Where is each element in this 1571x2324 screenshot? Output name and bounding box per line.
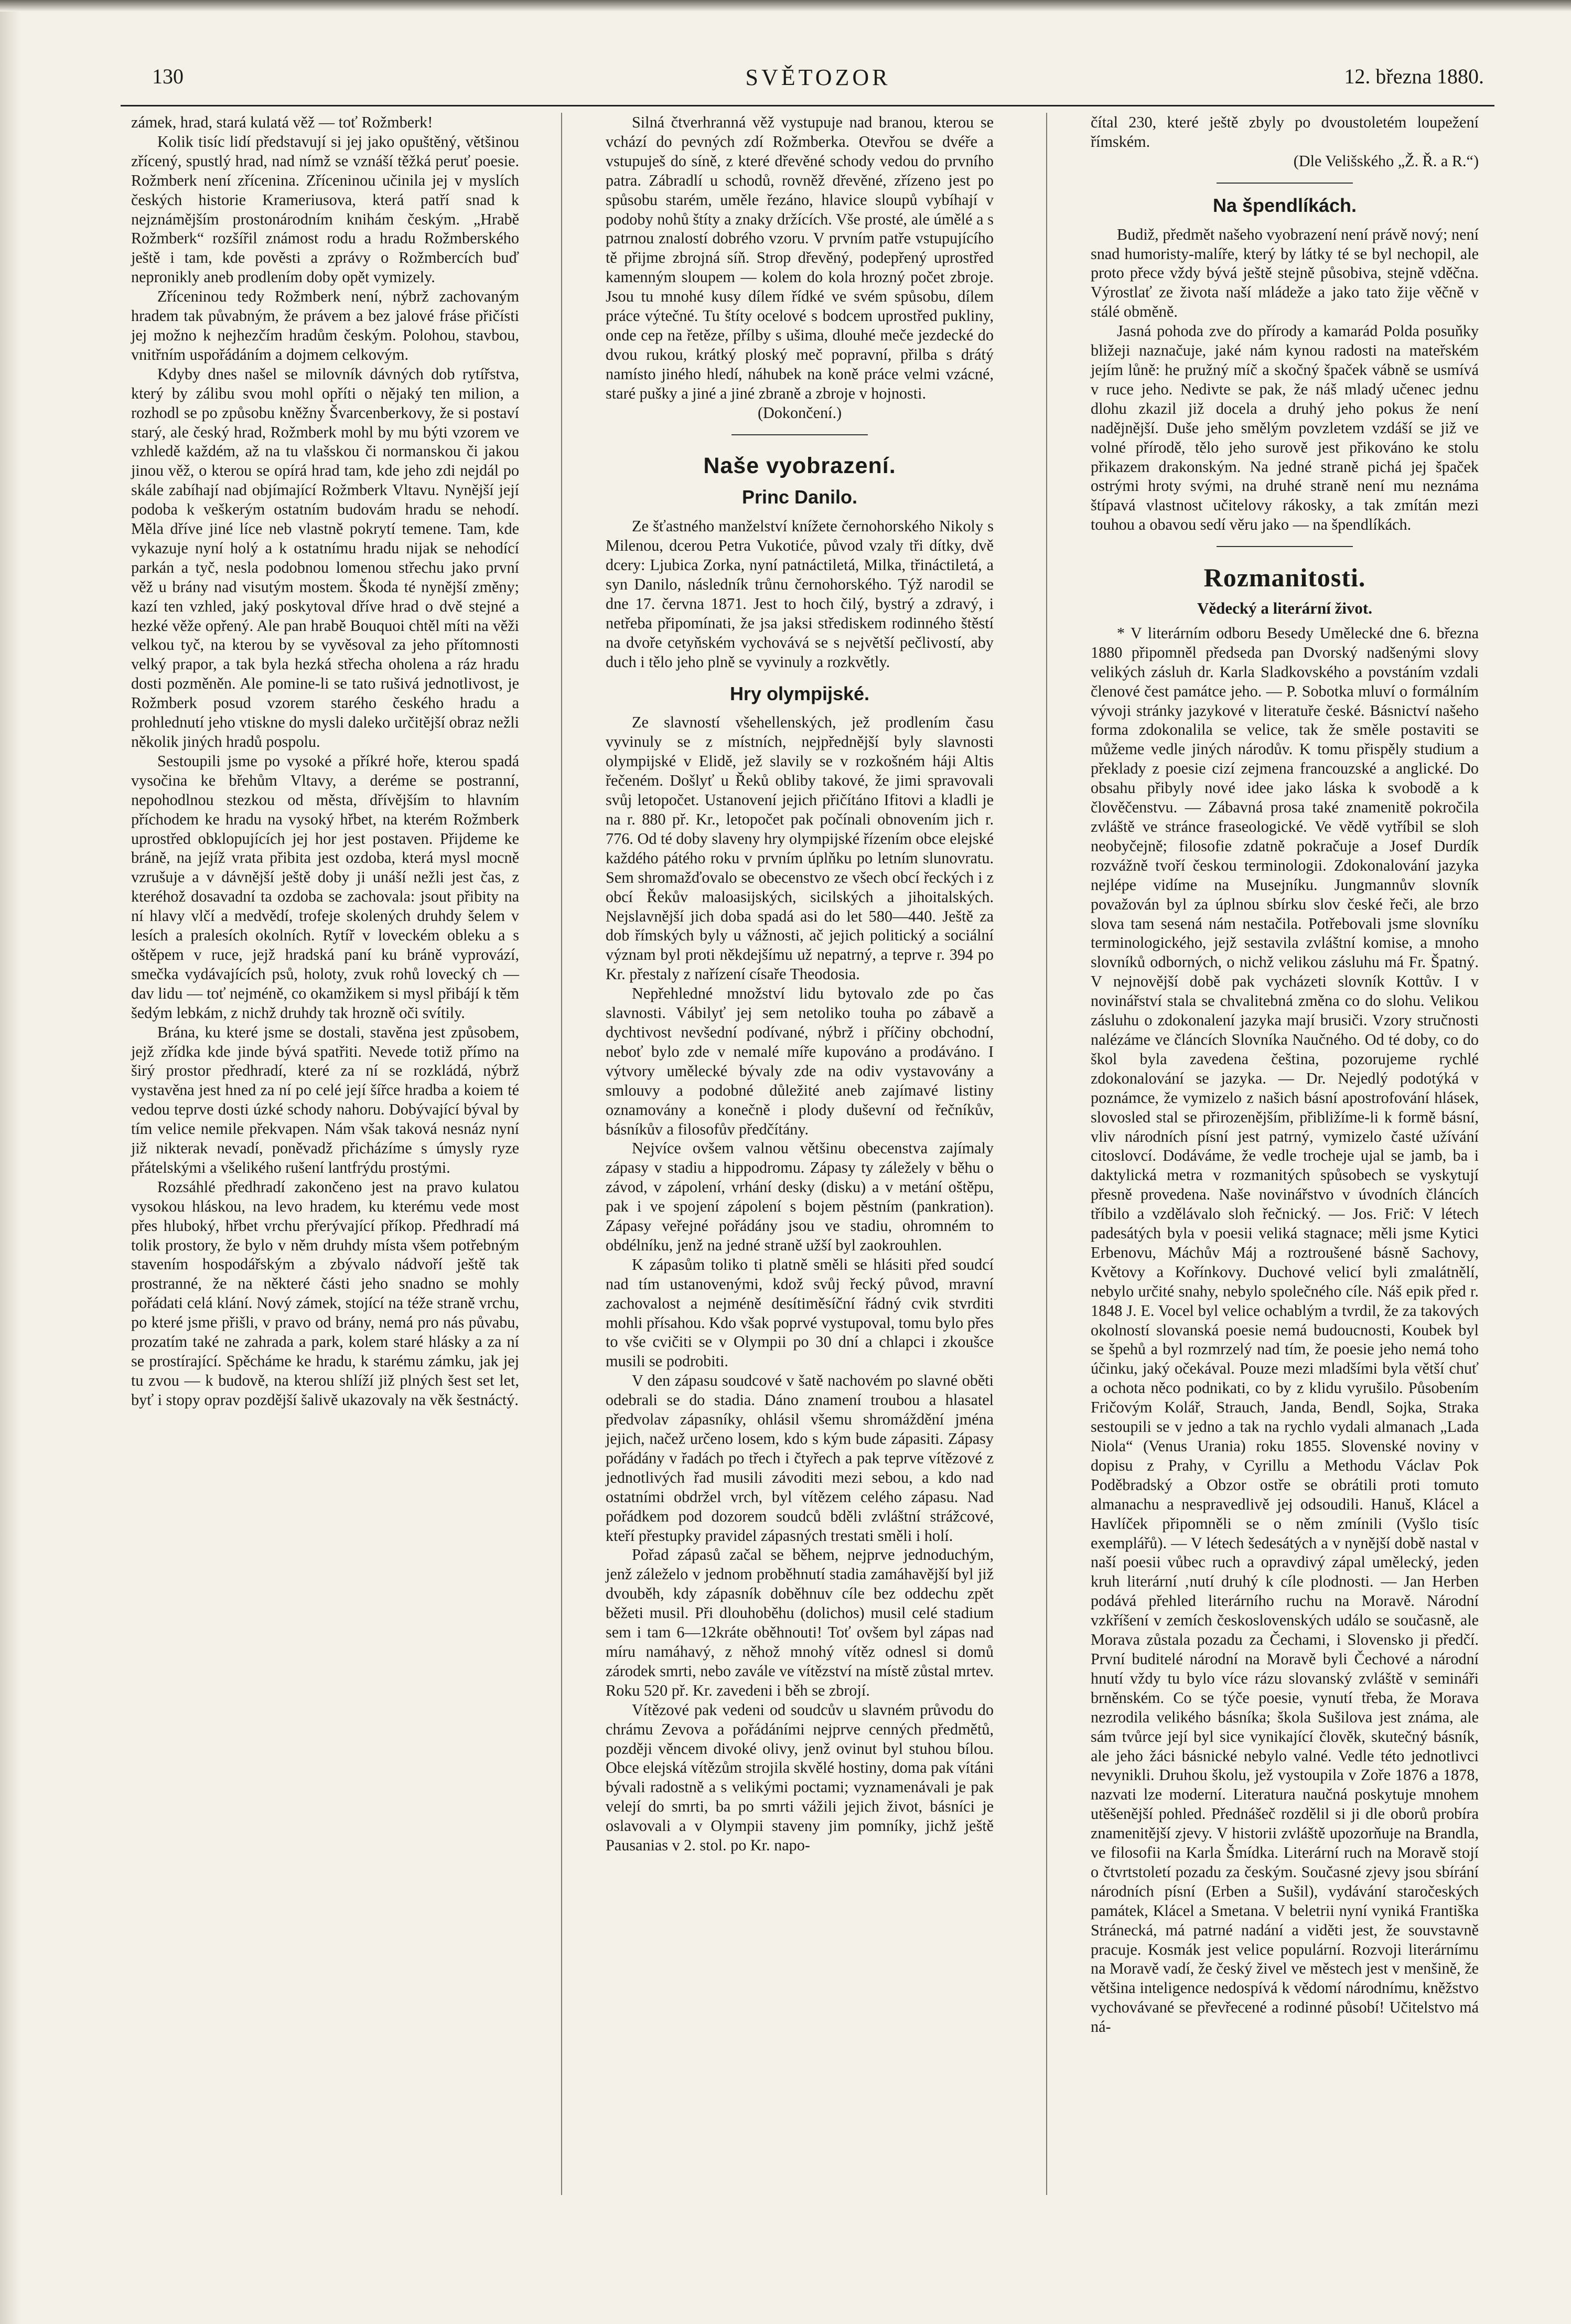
- paragraph: V den zápasu soudcové v šatě nachovém po slavné oběti odebrali se do stadia. Dáno znamení troubou a hlasatel předvolav zápasníky, ohlásil všemu shromáždění jména jejich, načež určeno losem, kdo s kým bude zápasiti. Zápasy pořádány v řadách po třech i čtyřech a pak teprve vítězové z jednotlivých řad musili závoditi mezi sebou, a kdo nad ostatními obdržel vrch, byl vítězem celého zápasu. Nad pořádkem pod dozorem soudců bděli zvláštní strážcové, kteří přestupky pravidel zápasných trestati směli i holí.: [606, 1372, 994, 1545]
- header-rule: [121, 105, 1494, 106]
- column-divider-2: [1046, 113, 1047, 2195]
- paragraph: Brána, ku které jsme se dostali, stavěna jest způsobem, jejž zřídka kde jinde bývá spatřiti. Nevede totiž přímo na širý prostor předhradí, které za ní se rozkládá, nýbrž vystavěna jest hned za ní po celé její šířce hradba a koiem té vedou teprve dosti úzké schody nahoru. Dobývající býval by tím velice nemile překvapen. Nám však taková nesnáz nyní již nikterak nevadí, poněvadž přicházíme s úmysly ryze přátelskými a všelikého rušení lantfrýdu prostými.: [131, 1023, 519, 1176]
- paragraph: * V literárním odboru Besedy Umělecké dne 6. března 1880 připomněl předseda pan Dvorský nadšenými slovy velikých zásluh dr. Karla Sladkovského a povstáním vzdali členové čest památce jeho. — P. Sobotka mluví o formálním vývoji stránky jazykové v literatuře české. Básnictví našeho forma zdokonalila se velice, tak že směle postaviti se můžeme vedle jiných národův. K tomu přispěly studium a překlady z poesie cizí zejmena francouzské a anglické. Do obsahu přibyly nové idee jako láska k svobodě a k člověčenstvu. — Zábavná prosa také znamenitě pokročila zvláště ve stránce fraseologické. Ve vědě vytříbil se sloh neobyčejně; filosofie zdatně pokračuje a Josef Durdík rozvážně tvoří českou terminologii. Zdokonalování jazyka nejlépe vidíme na Musejníku. Jungmannův slovník považován byl za úplnou sbírku slov české řeči, ale brzo slova tam sesená nám nestačila. Potřebovali jsme slovníku terminologického, jejž sestavila zvláštní komise, a mnoho slovníků odborných, o nichž velikou zásluhu má Fr. Špatný. V nejnovější době pak vycházeti slovník Kottův. I v novinářství stala se chvalitebná změna co do slohu. Velikou zásluhu o zdokonalení jazyka mají brusiči. Vzory stručnosti nalézáme ve článcích Slovníka Naučného. Od té doby, co do škol byla zavedena čeština, pozorujeme rychlé zdokonalování se jazyka. — Dr. Nejedlý podotýká v poznámce, že vymizelo z našich básní apostrofování hlásek, slovosled stal se přirozenějším, přibližíme-li k formě básní, vliv národních písní jest patrný, vymizelo časté užívání citoslovcí. Dodáváme, že vedle trocheje ujal se jamb, ba i daktylická metra v rozmanitých spůsobech se vyskytují přesně provedena. Naše novinářstvo v úvodních článcích tříbilo a vzdělávalo sloh řečnický. — Jos. Frič: V létech padesátých byla v poesii veliká stagnace; měli jsme Kytici Erbenovu, Máchův Máj a roztroušené básně Sachovy, Květovy a Kořínkovy. Duchové velicí byli zmalátnělí, nebylo určité snahy, nebylo společného cíle. Náš epik před r. 1848 J. E. Vocel byl velice ochablým a tvrdil, že za takových okolností slovanská poesie nemá budoucnosti, Koubek byl se špehů a byl rozmrzelý nad tím, že poesie jeho nemá toho účinku, jaký očekával. Pouze mezi mladšími byla větší chuť a ochota něco podnikati, co by z klidu vyrušilo. Působením Fričovým Kolář, Strauch, Janda, Bendl, Sojka, Straka sestoupili se v jedno a tak na rychlo vydali almanach „Lada Niola“ (Venus Urania) roku 1855. Slovenské noviny v dopisu z Prahy, v Cyrillu a Methodu Václav Pok Poděbradský a Obzor ostře se obrátili proti tomuto almanachu a nespravedlivě jej odsoudili. Hanuš, Klácel a Havlíček připomněli se o něm zmínili (Vyšlo tisíc exemplářů). — V létech šedesátých a v nynější době nastal v naší poesii vůbec ruch a opravdivý zápal umělecký, jeden kruh literární ‚nutí druhý k cíle plodnosti. — Jan Herben podává přehled literárního ruchu na Moravě. Národní vzkříšení v zemích československých událo se současně, ale Morava zůstala pozadu za Čechami, i Slovensko ji předčí. První buditelé národní na Moravě byli Čechové a národní hnutí vždy tu bylo více rázu slovanský zvláště v semináři brněnském. Co se týče poesie, vynutí třeba, že Morava nezrodila velikého básníka; škola Sušilova jest známa, ale sám tvůrce její byl sice vynikající člověk, skutečný básník, ale jeho žáci básnické nebylo valné. Vedle této jednotlivci nevynikli. Druhou školu, jež vystoupila v Zoře 1876 a 1878, nazvati lze moderní. Literatura naučná poskytuje mnohem utěšenější pohled. Přednášeč rozdělil si ji dle oborů probíra znamenitější zjevy. V historii zvláště upozorňuje na Brandla, ve filosofii na Karla Šmídka. Literární ruch na Moravě stojí o čtvrtstoletí pozadu za českým. Současné zjevy jsou sbírání národních písní (Erben a Sušil), vydávání staročeských památek, Klácel a Smetana. V beletrii nyní vyniká Františka Stránecká, má patrné nadání a viděti jest, že souvstavně pracuje. Kosmák jest velice populární. Rozvoji literárnímu na Moravě vadí, že český živel ve městech jest v menšině, že většina inteligence nedospívá k vědomí národnímu, kněžstvo vychovávané se převřecené a rodinné působí! Učitelstvo má ná-: [1091, 624, 1479, 2036]
- page-fold-shadow: [0, 0, 21, 2324]
- section-heading-nase-vyobrazeni: Naše vyobrazení.: [703, 453, 896, 478]
- section-separator: [1217, 183, 1353, 184]
- paragraph: Ze šťastného manželství knížete černohorského Nikoly s Milenou, dcerou Petra Vukotiće, původ vzaly tři dítky, dvě dcery: Ljubica Zorka, nyní patnáctiletá, Milka, třináctiletá, a syn Danilo, následník trůnu černohorského. Týž narodil se dne 17. června 1871. Jest to hoch čilý, bystrý a zdravý, i netřeba připomínati, že jsa jaksi střediskem rodinného štěstí na dvoře cetyňském vychovává se s největší pečlivostí, aby duch i tělo jeho plně se vyvinuly a rozkvětly.: [606, 517, 994, 671]
- section-heading-rozmanitosti: Rozmanitosti.: [1203, 563, 1366, 593]
- column-divider-1: [561, 113, 562, 2195]
- paragraph: Ze slavností všehellenských, jež prodlením času vyvinuly se z místních, nejpřednější byly slavnosti olympijské v Elidě, jež slavily se v rozkošném háji Altis řečeném. Došlyť u Řeků obliby takové, že jimi spravovali svůj letopočet. Ustanovení jejich přičítáno Ifitovi a kladli je na r. 880 př. Kr., letopočet pak počínali obnovením jich r. 776. Od té doby slaveny hry olympijské řízením obce elejské každého pátého roku v prvním úplňku po letním slunovratu. Sem shromažďovalo se obecenstvo ze všech obcí řeckých i z obcí Řekův maloasijských, sicilských a jihoitalských. Nejslavnější jich doba spadá asi do let 580—440. Ještě za dob římských byly u vážnosti, ač jejich politický a sociální význam byl proti někdejšímu už nepatrný, a teprve r. 394 po Kr. přestaly z nařízení císaře Theodosia.: [606, 713, 994, 983]
- paragraph: Nejvíce ovšem valnou většinu obecenstva zajímaly zápasy v stadiu a hippodromu. Zápasy ty záležely v běhu o závod, v zápolení, vrhání desky (disku) a v metání oštěpu, pak i ve spojení zápolení s bojem pěstním (pankration). Zápasy veřejné pořádány jsou ve stadiu, ohromném to obdélníku, jenž na jedné straně užší byl zaokrouhlen.: [606, 1139, 994, 1254]
- paragraph: Rozsáhlé předhradí zakončeno jest na pravo kulatou vysokou hláskou, na levo hradem, ku kterému vede most přes hluboký, hřbet vrchu přerývající příkop. Předhradí má tolik prostory, že bylo v něm druhdy místa všem potřebným stavením hospodářským a zbývalo nádvoří ještě tak prostranné, že na některé části jeho snadno se mohly pořádati celá klání. Nový zámek, stojící na téže straně vrchu, po které jsme přišli, v pravo od brány, nemá pro nás půvabu, prozatím také ne zahrada a park, kolem staré hlásky a za ní se prostírající. Spěcháme ke hradu, k starému zámku, jak jej tu zvou — k budově, na kterou shlíží již plných šest set let, byť i stopy oprav pozdější šalivě ukazovaly na věk šestnáctý.: [131, 1177, 519, 1409]
- paragraph: Kdyby dnes našel se milovník dávných dob rytířstva, který by zálibu svou mohl opříti o nějaký ten milion, a rozhodl se po způsobu kněžny Švarcenberkovy, že si postaví starý, ale český hrad, Rožmberk mohl by mu býti vzorem ve vzhledě každém, až na tu vlašskou či normanskou či jakou jinou věž, o kterou se opírá hrad tam, kde jeho zdi nejdál po skále zabíhají nad objímající Rožmberk Vltavu. Nynější její podoba k veškerým ostatním budovám hradu se nehodí. Měla dříve jiné líce neb vlastně pokrytí temene. Tam, kde vykazuje nyní holý a k ostatnímu hradu nijak se nehodící parkán a tyč, nesla podobnou lomenou střechu jako první věž u brány nad visutým mostem. Škoda té nynější změny; kazí ten vzhled, jaký poskytoval dříve hrad o dvě stejné a hezké věže opřený. Ale pan hrabě Bouquoi chtěl míti na věži velkou tyč, na kterou by se vyvěsoval za jeho přítomnosti velký prapor, a tak byla hezká střecha oholena a ráz hradu dosti pozměněn. Ale pomine-li se tato rušivá jednotlivost, je Rožmberk posud vzorem starého českého hradu a prohlednutí jeho vtiskne do mysli daleko určitější obraz nežli několik jiných hradů pospolu.: [131, 365, 519, 751]
- paragraph: K zápasům toliko ti platně směli se hlásiti před soudcí nad tím ustanovenými, kdož svůj řecký původ, mravní zachovalost a nejméně desítiměsíční řádný cvik stvrditi mohli přísahou. Kdo však poprvé vystupoval, tomu bylo přes to vše cvičiti se v Olympii po 30 dní a chlapci i zkoušce musili se podrobiti.: [606, 1255, 994, 1370]
- paragraph: Pořad zápasů začal se během, nejprve jednoduchým, jenž záleželo v jednom proběhnutí stadia zamáhavější byl již dvouběh, kdy zápasník doběhnuv cíle bez oddechu zpět běžeti musil. Při dlouhoběhu (dolichos) musil celé stadium sem i tam 6—12kráte oběhnouti! Toť ovšem byl zápas nad míru namáhavý, z něhož mnohý vítěz odnesl si domů zárodek smrti, nebo zavále ve vítězství na místě zůstal mrtev. Roku 520 př. Kr. zavedeni i běh se zbrojí.: [606, 1546, 994, 1699]
- continuation-note: (Dokončení.): [757, 403, 842, 422]
- paragraph: Vítězové pak vedeni od soudcův u slavném průvodu do chrámu Zevova a pořádáními nejprve cenných předmětů, později věncem divoké olivy, jenž ovinut byl stuhou bílou. Obce elejská vítězům strojila skvělé hostiny, doma pak vítáni bývali radostně a s velikými poctami; vyznamenávali je pak velejí do smrti, ba po smrti vážili jejich život, básníci je oslavovali a v Olympii staveny jim pomníky, jichž ještě Pausanias v 2. stol. po Kr. napo-: [606, 1700, 994, 1855]
- paragraph: čítal 230, které ještě zbyly po dvoustoletém loupežení římském.: [1091, 113, 1479, 151]
- paragraph: Silná čtverhranná věž vystupuje nad branou, kterou se vchází do pevných zdí Rožmberka. Otevřou se dvéře a vstupuješ do síně, z které dřevěné schody vedou do prvního patra. Zábradlí u schodů, rovněž dřevěné, zřízeno jest po spůsobu starém, uměle řezáno, hlavice sloupů vybíhají v podoby nohů štíty a znaky držících. Vše prosté, ale úmělé a s patrnou znalostí dobrého vzoru. V prvním patře vstupujícího tě přijme zbrojná síň. Strop dřevěný, podepřený uprostřed kamenným sloupem — kolem do kola hrozný počet zbroje. Jsou tu mnohé kusy dílem řídké ve svém spůsobu, dílem práce výtečné. Tu štíty ocelové s bodcem uprostřed pukliny, onde cep na řetěze, přílby s ušima, dlouhé meče jezdecké do dvou rukou, krátký ploský meč popravní, přilba s drátý namísto jiného hledí, náhubek na koně práce velmi vzácné, staré pušky a jiné a jiné zbraně a zbroje v hojnosti.: [606, 113, 994, 402]
- subheading-princ-danilo: Princ Danilo.: [741, 486, 858, 508]
- paragraph: Kolik tisíc lidí představují si jej jako opuštěný, většinou zřícený, spustlý hrad, nad nímž se vznáší těžká peruť poesie. Rožmberk není zřícenina. Zříceninou učinila jej v myslích českých historie Krameriusova, která patří snad k nejznámějším prostonárodním knihám českým. „Hrabě Rožmberk“ rozšířil známost rodu a hradu Rožmberského ještě i tam, kde pověsti a zprávy o Rožmbercích buď nepronikly aneb prodlením doby opět vymizely.: [131, 132, 519, 286]
- page-number: 130: [152, 65, 184, 88]
- page-top-edge: [0, 0, 1571, 12]
- journal-title: SVĚTOZOR: [745, 65, 891, 90]
- subheading-hry-olympijske: Hry olympijské.: [729, 682, 870, 704]
- paragraph: Sestoupili jsme po vysoké a příkré hoře, kterou spadá vysočina ke břehům Vltavy, a deréme se postranní, nepohodlnou stezkou od města, dřívějším to hlavním příchodem ke hradu na vysoký hřbet, na kterém Rožmberk uprostřed obklopujících jej hor jest postaven. Přijdeme ke bráně, na jejíž vrata přibita jest ozdoba, která mysl mocně vzrušuje a v dávnější ještě doby ji unáší nežli jest čas, z kteréhož dosavadní ta ozdoba se zachovala: jsout přibity na ní hlavy vlčí a medvědí, trofeje skolených druhdy šelem v lesích a pralesích okolních. Rytíř v loveckém obleku a s oštěpem v ruce, jejž hradská paní ku bráně vyprovází, smečka vydávajících psů, holoty, zvuk rohů lovecký ch — dav lidu — toť nejméně, co okamžikem si mysl přibájí k těm šedým lebkám, z nichž druhdy tak hrozně oči svítily.: [131, 752, 519, 1022]
- section-separator: [731, 434, 868, 435]
- paragraph: Nepřehledné množství lidu bytovalo zde po čas slavnosti. Vábilyť jej sem netoliko touha po zábavě a dychtivost nevšední podívané, nýbrž i příčiny obchodní, neboť bylo zde v nemalé míře kupováno a prodáváno. I výtvory umělecké bývaly zde na odiv vystavovány a smlouvy a podobné důležité aneb zajímavé listiny oznamovány a konečně i plody duševní od řečníkův, básníkův a filosofův předčítány.: [606, 984, 994, 1138]
- column-3: [1091, 113, 1479, 2037]
- subheading-vedecky-zivot: Vědecký a literární život.: [1197, 599, 1373, 618]
- paragraph: zámek, hrad, stará kulatá věž — toť Rožmberk!: [131, 113, 433, 131]
- column-2: [606, 113, 994, 1855]
- section-heading-na-spendlikach: Na špendlíkách.: [1212, 194, 1357, 216]
- issue-date: 12. března 1880.: [1344, 65, 1484, 88]
- page-header: [152, 64, 1484, 95]
- column-1: [131, 113, 519, 1410]
- paragraph: Jasná pohoda zve do přírody a kamarád Polda posuňky bližeji naznačuje, jaké nám kynou radosti na mateřském jejím lůně: he pružný míč a skočný špaček vábně se usmívá v ruce jeho. Nedivte se pak, že náš mladý učenec jednu dlohu zkazil již docela a druhý jeho pokus že není nadějnější. Duše jeho smělým povzletem vzdáší se již ve volné přírodě, tělo jeho surově jest přikováno ke stolu přikazem drakonským. Na jedné straně pichá jej špaček ostrými hroty svými, na druhé straně není mu neznáma štípavá vlastnost učitelovy rákosky, a tak zmítán mezi touhou a obavou sedí věru jako — na špendlíkách.: [1091, 322, 1479, 534]
- section-separator: [1217, 546, 1353, 547]
- paragraph: Budiž, předmět našeho vyobrazení není právě nový; není snad humoristy-malíře, který by látky té se byl nechopil, ale proto přece vždy bývá ještě stejně působiva, stejně vděčna. Výrostlať ze života naší mládeže a jako tato žije věčně v stálé obměně.: [1091, 225, 1479, 321]
- paragraph: Zříceninou tedy Rožmberk není, nýbrž zachovaným hradem tak půvabným, že právem a bez jalové fráse přičísti jej možno k nejhezčím hradům českým. Polohou, stavbou, vnitřním uspořádáním a dojmem celkovým.: [131, 287, 519, 363]
- source-note: (Dle Velišského „Ž. Ř. a R.“): [1293, 152, 1479, 170]
